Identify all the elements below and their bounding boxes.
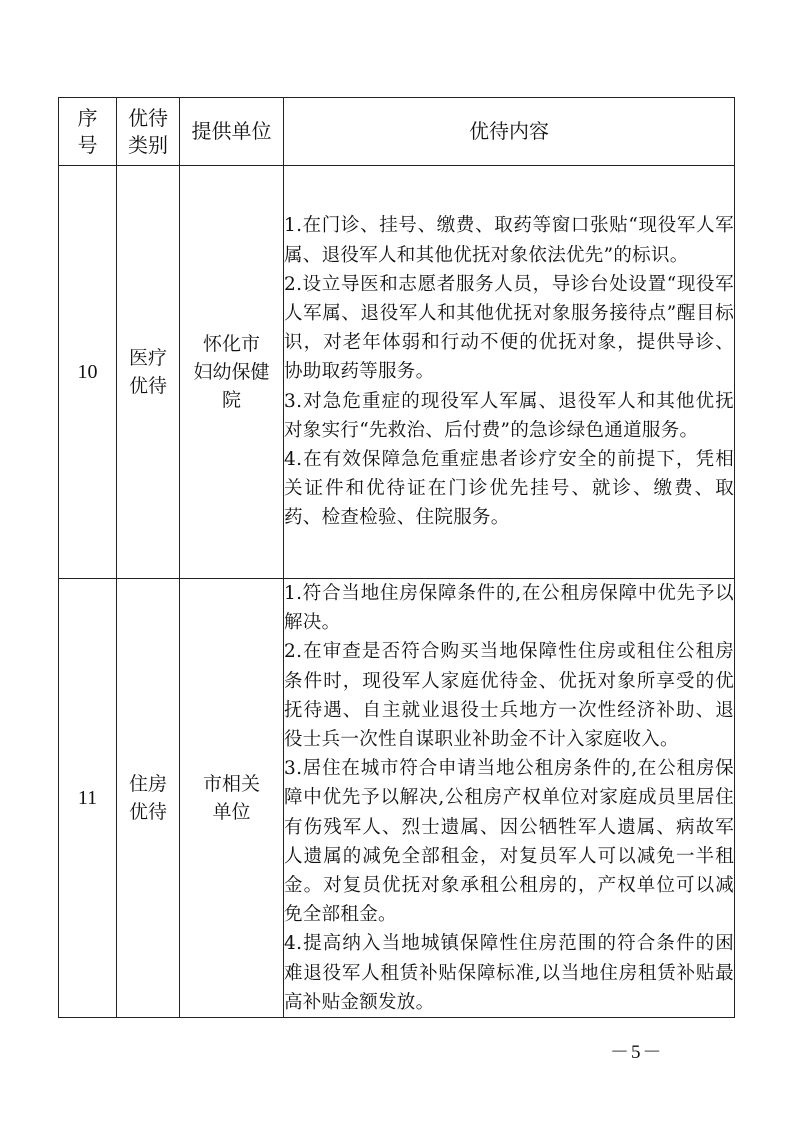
row-provider: 怀化市 妇幼保健 院 [180,166,284,579]
content-item: 2.在审查是否符合购买当地保障性住房或租住公租房条件时，现役军人家庭优待金、优抚对象所享受的优抚待遇、自主就业退役士兵地方一次性经济补助、退役士兵一次性自谋职业补助金不计入家庭收入。 [284,641,734,751]
row-category: 医疗 优待 [117,166,180,579]
row-content [284,579,735,1018]
content-item: 1.符合当地住房保障条件的,在公租房保障中优先予以解决。 [284,583,734,634]
row-seq: 11 [59,579,117,1018]
content-item: 4.在有效保障急危重症患者诊疗安全的前提下，凭相关证件和优待证在门诊优先挂号、就诊、缴费、取药、检查检验、住院服务。 [284,449,734,529]
header-content: 优待内容 [284,98,735,166]
table-row [59,166,735,579]
content-item: 1.在门诊、挂号、缴费、取药等窗口张贴“现役军人军属、退役军人和其他优抚对象依法优先”的标识。 [284,215,734,266]
header-provider: 提供单位 [180,98,284,166]
row-content [284,166,735,579]
content-item: 3.居住在城市符合申请当地公租房条件的,在公租房保障中优先予以解决,公租房产权单位对家庭成员里居住有伤残军人、烈士遗属、因公牺牲军人遗属、病故军人遗属的减免全部租金，对复员军人可以减免一半租金。对复员优抚对象承租公租房的，产权单位可以减免全部租金。 [284,758,734,926]
row-seq: 10 [59,166,117,579]
page-number: －5－ [610,1042,664,1063]
table-header-row [59,98,735,166]
row-provider: 市相关 单位 [180,579,284,1018]
header-category: 优待 类别 [117,98,180,166]
benefits-table [58,97,735,1018]
content-item: 4.提高纳入当地城镇保障性住房范围的符合条件的困难退役军人租赁补贴保障标准,以当地住房租赁补贴最高补贴金额发放。 [284,933,734,1013]
content-item: 2.设立导医和志愿者服务人员，导诊台处设置“现役军人军属、退役军人和其他优抚对象服务接待点”醒目标识，对老年体弱和行动不便的优抚对象，提供导诊、协助取药等服务。 [284,273,734,383]
header-seq: 序 号 [59,98,117,166]
content-item: 3.对急危重症的现役军人军属、退役军人和其他优抚对象实行“先救治、后付费”的急诊绿色通道服务。 [284,390,734,441]
table-row [59,579,735,1018]
row-category: 住房 优待 [117,579,180,1018]
